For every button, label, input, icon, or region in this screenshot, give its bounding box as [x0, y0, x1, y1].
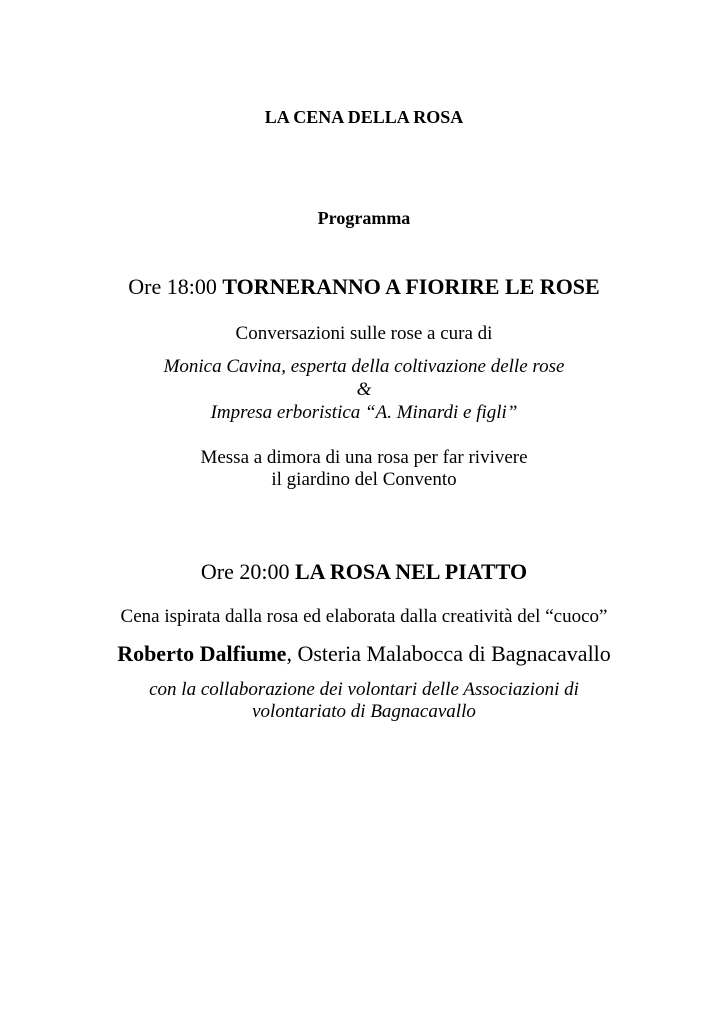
session2-collab-line1: con la collaborazione dei volontari delle Associazioni di: [149, 679, 579, 700]
session2-heading: LA ROSA NEL PIATTO: [294, 559, 528, 584]
session1-intro: Conversazioni sulle rose a cura di: [235, 323, 493, 344]
session1-speaker2: Impresa erboristica “A. Minardi e figli”: [210, 402, 518, 423]
session1-activity-line1: Messa a dimora di una rosa per far rivivere: [200, 447, 528, 468]
session2-intro: Cena ispirata dalla rosa ed elaborata dalla creatività del “cuoco”: [120, 606, 608, 627]
session2-title: [0, 561, 728, 583]
session1-speaker1: Monica Cavina, esperta della coltivazione delle rose: [163, 356, 565, 377]
chef-name: Roberto Dalfiume: [117, 641, 287, 666]
chef-place: , Osteria Malabocca di Bagnacavallo: [286, 641, 611, 666]
session1-heading: TORNERANNO A FIORIRE LE ROSE: [222, 274, 600, 299]
session2-chef: [0, 643, 728, 665]
document-title: LA CENA DELLA ROSA: [264, 107, 464, 127]
session1-title: [0, 276, 728, 298]
session1-connector: &: [356, 379, 372, 400]
session2-time: Ore 20:00: [200, 559, 290, 584]
session1-activity-line2: il giardino del Convento: [271, 469, 457, 490]
session1-time: Ore 18:00: [128, 274, 217, 299]
session2-collab-line2: volontariato di Bagnacavallo: [252, 701, 476, 722]
program-heading: Programma: [317, 208, 411, 228]
